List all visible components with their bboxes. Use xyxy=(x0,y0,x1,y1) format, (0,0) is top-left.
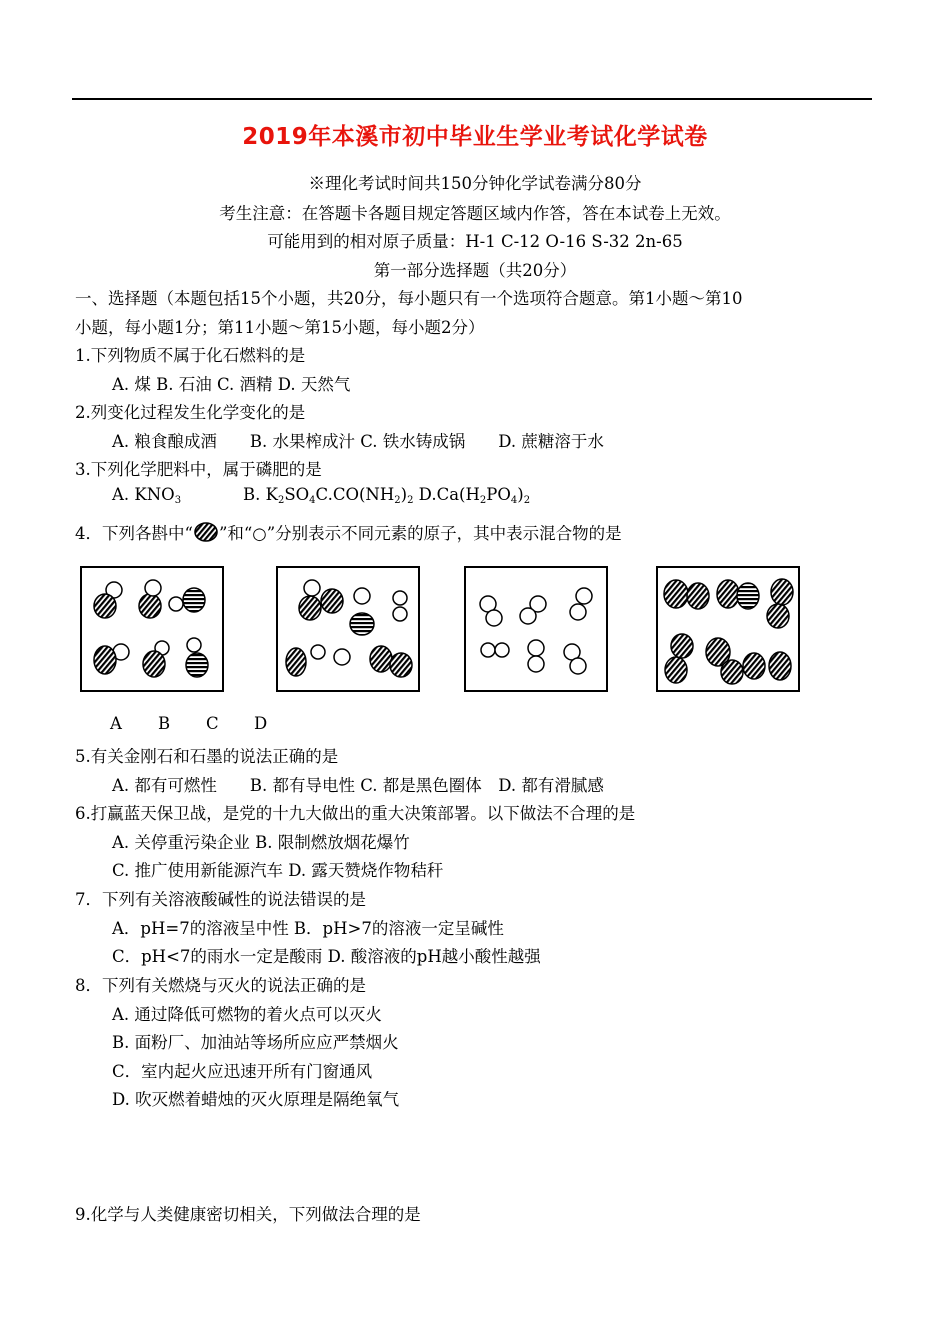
diagram-label-c: C xyxy=(206,714,219,733)
diagram-label-a: A xyxy=(110,714,122,733)
q8-option-b: B. 面粉厂、加油站等场所应应严禁烟火 xyxy=(112,1033,399,1052)
exam-time-note: ※理化考试时间共150分钟化学试卷满分80分 xyxy=(308,174,642,193)
q3-options-bcd: B. $K_2SO_4C.CO(NH_2)_2$ $D.Ca(H_2PO_4)_2$ xyxy=(243,485,531,506)
q5-options: A. 都有可燃性 B. 都有导电性 C. 都是黑色圈体 D. 都有滑腻感 xyxy=(112,776,604,795)
section-instructions-1: 一、选择题（本题包括15个小题，共20分，每小题只有一个选项符合题意。第1小题～第10 xyxy=(75,289,743,308)
diagram-a xyxy=(80,566,224,692)
q2-stem: 2.列变化过程发生化学变化的是 xyxy=(75,403,306,422)
diagram-c xyxy=(464,566,608,692)
q6-options-cd: C. 推广使用新能源汽车 D. 露天赞烧作物秸秆 xyxy=(112,861,444,880)
diagram-b xyxy=(276,566,420,692)
hatched-atom-icon xyxy=(193,521,219,543)
diagram-label-d: D xyxy=(254,714,268,733)
part-heading: 第一部分选择题（共20分） xyxy=(373,261,577,280)
atomic-mass-note: 可能用到的相对原子质量：H-1 C-12 O-16 S-32 2n-65 xyxy=(267,232,683,251)
q2-options: A. 粮食酿成酒 B. 水果榨成汁 C. 铁水铸成锅 D. 蔗糖溶于水 xyxy=(112,432,604,451)
diagram-d xyxy=(656,566,800,692)
q8-option-d: D. 吹灭燃着蜡烛的灭火原理是隔绝氧气 xyxy=(112,1090,400,1109)
q7-stem: 7．下列有关溶液酸碱性的说法错误的是 xyxy=(75,890,366,909)
q8-stem: 8．下列有关燃烧与灭火的说法正确的是 xyxy=(75,976,366,995)
q3-stem: 3.下列化学肥料中，属于磷肥的是 xyxy=(75,460,322,479)
q4-stem: 4．下列各斟中“ ”和“○”分别表示不同元素的原子，其中表示混合物的是 xyxy=(75,520,622,544)
q9-stem: 9.化学与人类健康密切相关，下列做法合理的是 xyxy=(75,1205,421,1224)
q6-stem: 6.打赢蓝天保卫战，是党的十九大做出的重大决策部署。以下做法不合理的是 xyxy=(75,804,636,823)
q5-stem: 5.有关金刚石和石墨的说法正确的是 xyxy=(75,747,339,766)
q1-stem: 1.下列物质不属于化石燃料的是 xyxy=(75,346,306,365)
exam-title: 2019年本溪市初中毕业生学业考试化学试卷 xyxy=(242,124,708,150)
q8-option-a: A. 通过降低可燃物的着火点可以灭火 xyxy=(112,1005,382,1024)
q8-option-c: C．室内起火应迅速开所有门窗通风 xyxy=(112,1062,373,1081)
q3-option-a: A. $KNO_3$ xyxy=(112,485,182,506)
q7-options-cd: C．pH<7的雨水一定是酸雨 D. 酸溶液的pH越小酸性越强 xyxy=(112,947,541,966)
top-rule xyxy=(72,98,872,100)
q7-options-ab: A．pH=7的溶液呈中性 B．pH>7的溶液一定呈碱性 xyxy=(112,919,504,938)
q6-options-ab: A. 关停重污染企业 B. 限制燃放烟花爆竹 xyxy=(112,833,410,852)
q1-options: A. 煤 B. 石油 C. 酒精 D. 天然气 xyxy=(112,375,351,394)
section-instructions-2: 小题，每小题1分；第11小题～第15小题，每小题2分） xyxy=(75,318,485,337)
exam-notice: 考生注意：在答题卡各题目规定答题区域内作答，答在本试卷上无效。 xyxy=(219,204,731,223)
diagram-label-b: B xyxy=(158,714,171,733)
